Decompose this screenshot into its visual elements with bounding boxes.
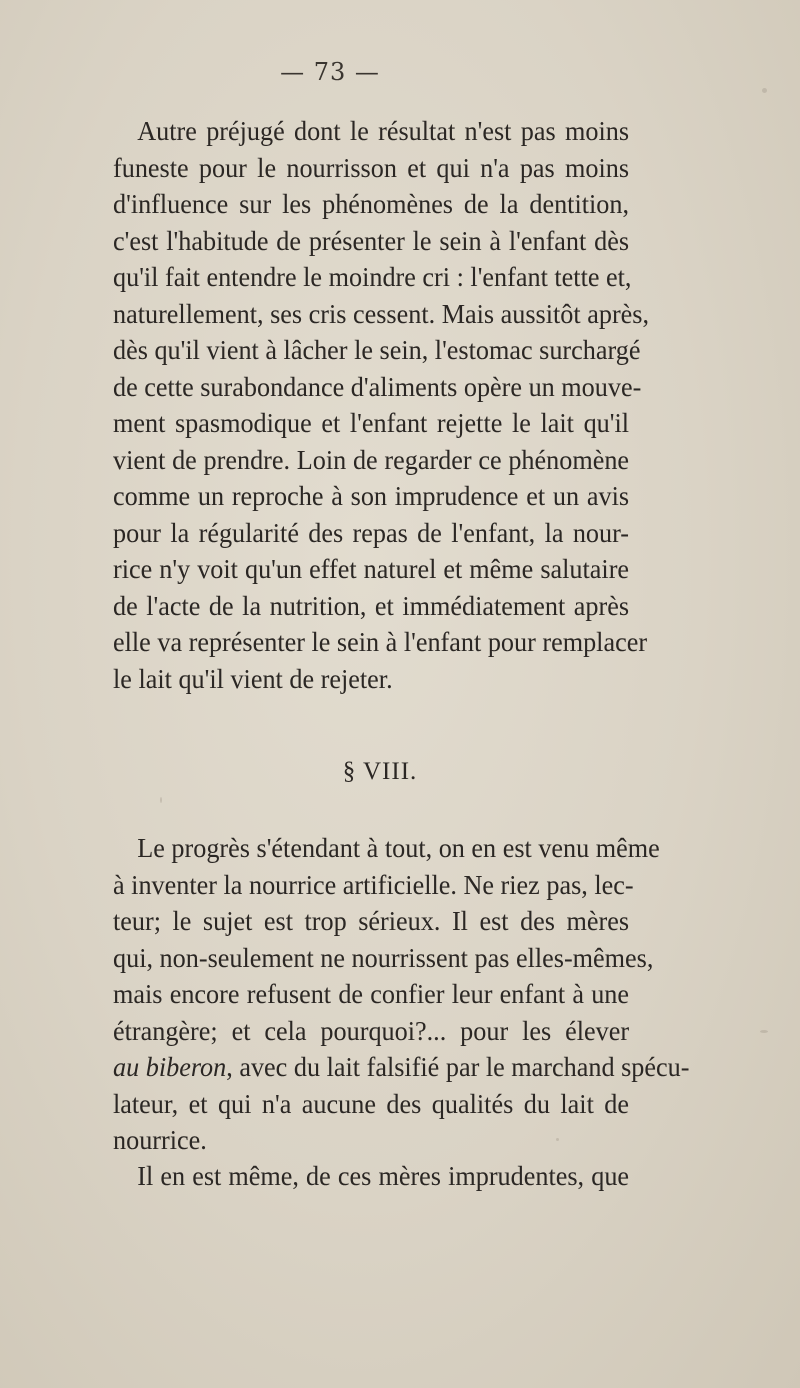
- text-line: Autre préjugé dont le résultat n'est pas moins: [137, 116, 630, 146]
- paper-speck: [762, 88, 767, 93]
- text-line: à inventer la nourrice artificielle. Ne riez pas, lec-: [113, 869, 634, 900]
- section-heading: § VIII.: [342, 758, 418, 785]
- paragraph-imprudent-mothers: [113, 1158, 629, 1195]
- text-line: le lait qu'il vient de rejeter.: [113, 663, 393, 694]
- paper-speck: [160, 797, 162, 803]
- text-line: vient de prendre. Loin de regarder ce phénomène: [113, 444, 630, 475]
- text-fragment: , avec du lait falsifié par le marchand spécu-: [226, 1052, 690, 1082]
- paper-speck: [760, 1030, 768, 1033]
- text-line: naturellement, ses cris cessent. Mais aussitôt après,: [113, 298, 650, 329]
- text-line: dès qu'il vient à lâcher le sein, l'estomac surchargé: [113, 335, 641, 365]
- page-number: — 73 —: [280, 58, 380, 86]
- text-line: de l'acte de la nutrition, et immédiatement après: [113, 590, 630, 621]
- text-line: ment spasmodique et l'enfant rejette le lait qu'il: [113, 408, 630, 438]
- text-line: comme un reproche à son imprudence et un avis: [113, 481, 630, 511]
- text-line: funeste pour le nourrisson et qui n'a pas moins: [113, 152, 630, 183]
- text-line: Il en est même, de ces mères imprudentes, que: [137, 1161, 630, 1191]
- text-line: lateur, et qui n'a aucune des qualités du lait de: [113, 1088, 630, 1119]
- text-line-mixed: [113, 1049, 690, 1086]
- text-line: Le progrès s'étendant à tout, on en est venu même: [137, 833, 660, 863]
- text-line: mais encore refusent de confier leur enfant à une: [113, 979, 630, 1009]
- text-line: étrangère; et cela pourquoi?... pour les élever: [113, 1015, 630, 1046]
- paragraph-artificial-nurse: [113, 830, 690, 1159]
- paper-speck: [556, 1138, 559, 1141]
- text-line: teur; le sujet est trop sérieux. Il est des mères: [113, 906, 630, 936]
- text-line: pour la régularité des repas de l'enfant, la nour-: [113, 517, 630, 548]
- text-line: de cette surabondance d'aliments opère un mouve-: [113, 371, 642, 402]
- text-line: elle va représenter le sein à l'enfant pour remplacer: [113, 627, 648, 657]
- text-line: nourrice.: [113, 1125, 207, 1155]
- text-line: rice n'y voit qu'un effet naturel et même salutaire: [113, 554, 630, 584]
- text-line: qu'il fait entendre le moindre cri : l'enfant tette et,: [113, 262, 632, 292]
- text-line: qui, non-seulement ne nourrissent pas elles-mêmes,: [113, 942, 654, 973]
- text-line: d'influence sur les phénomènes de la dentition,: [113, 189, 630, 219]
- paragraph-prejudice: [113, 113, 650, 697]
- italic-term: au biberon: [113, 1052, 227, 1082]
- text-line: c'est l'habitude de présenter le sein à l'enfant dès: [113, 225, 630, 256]
